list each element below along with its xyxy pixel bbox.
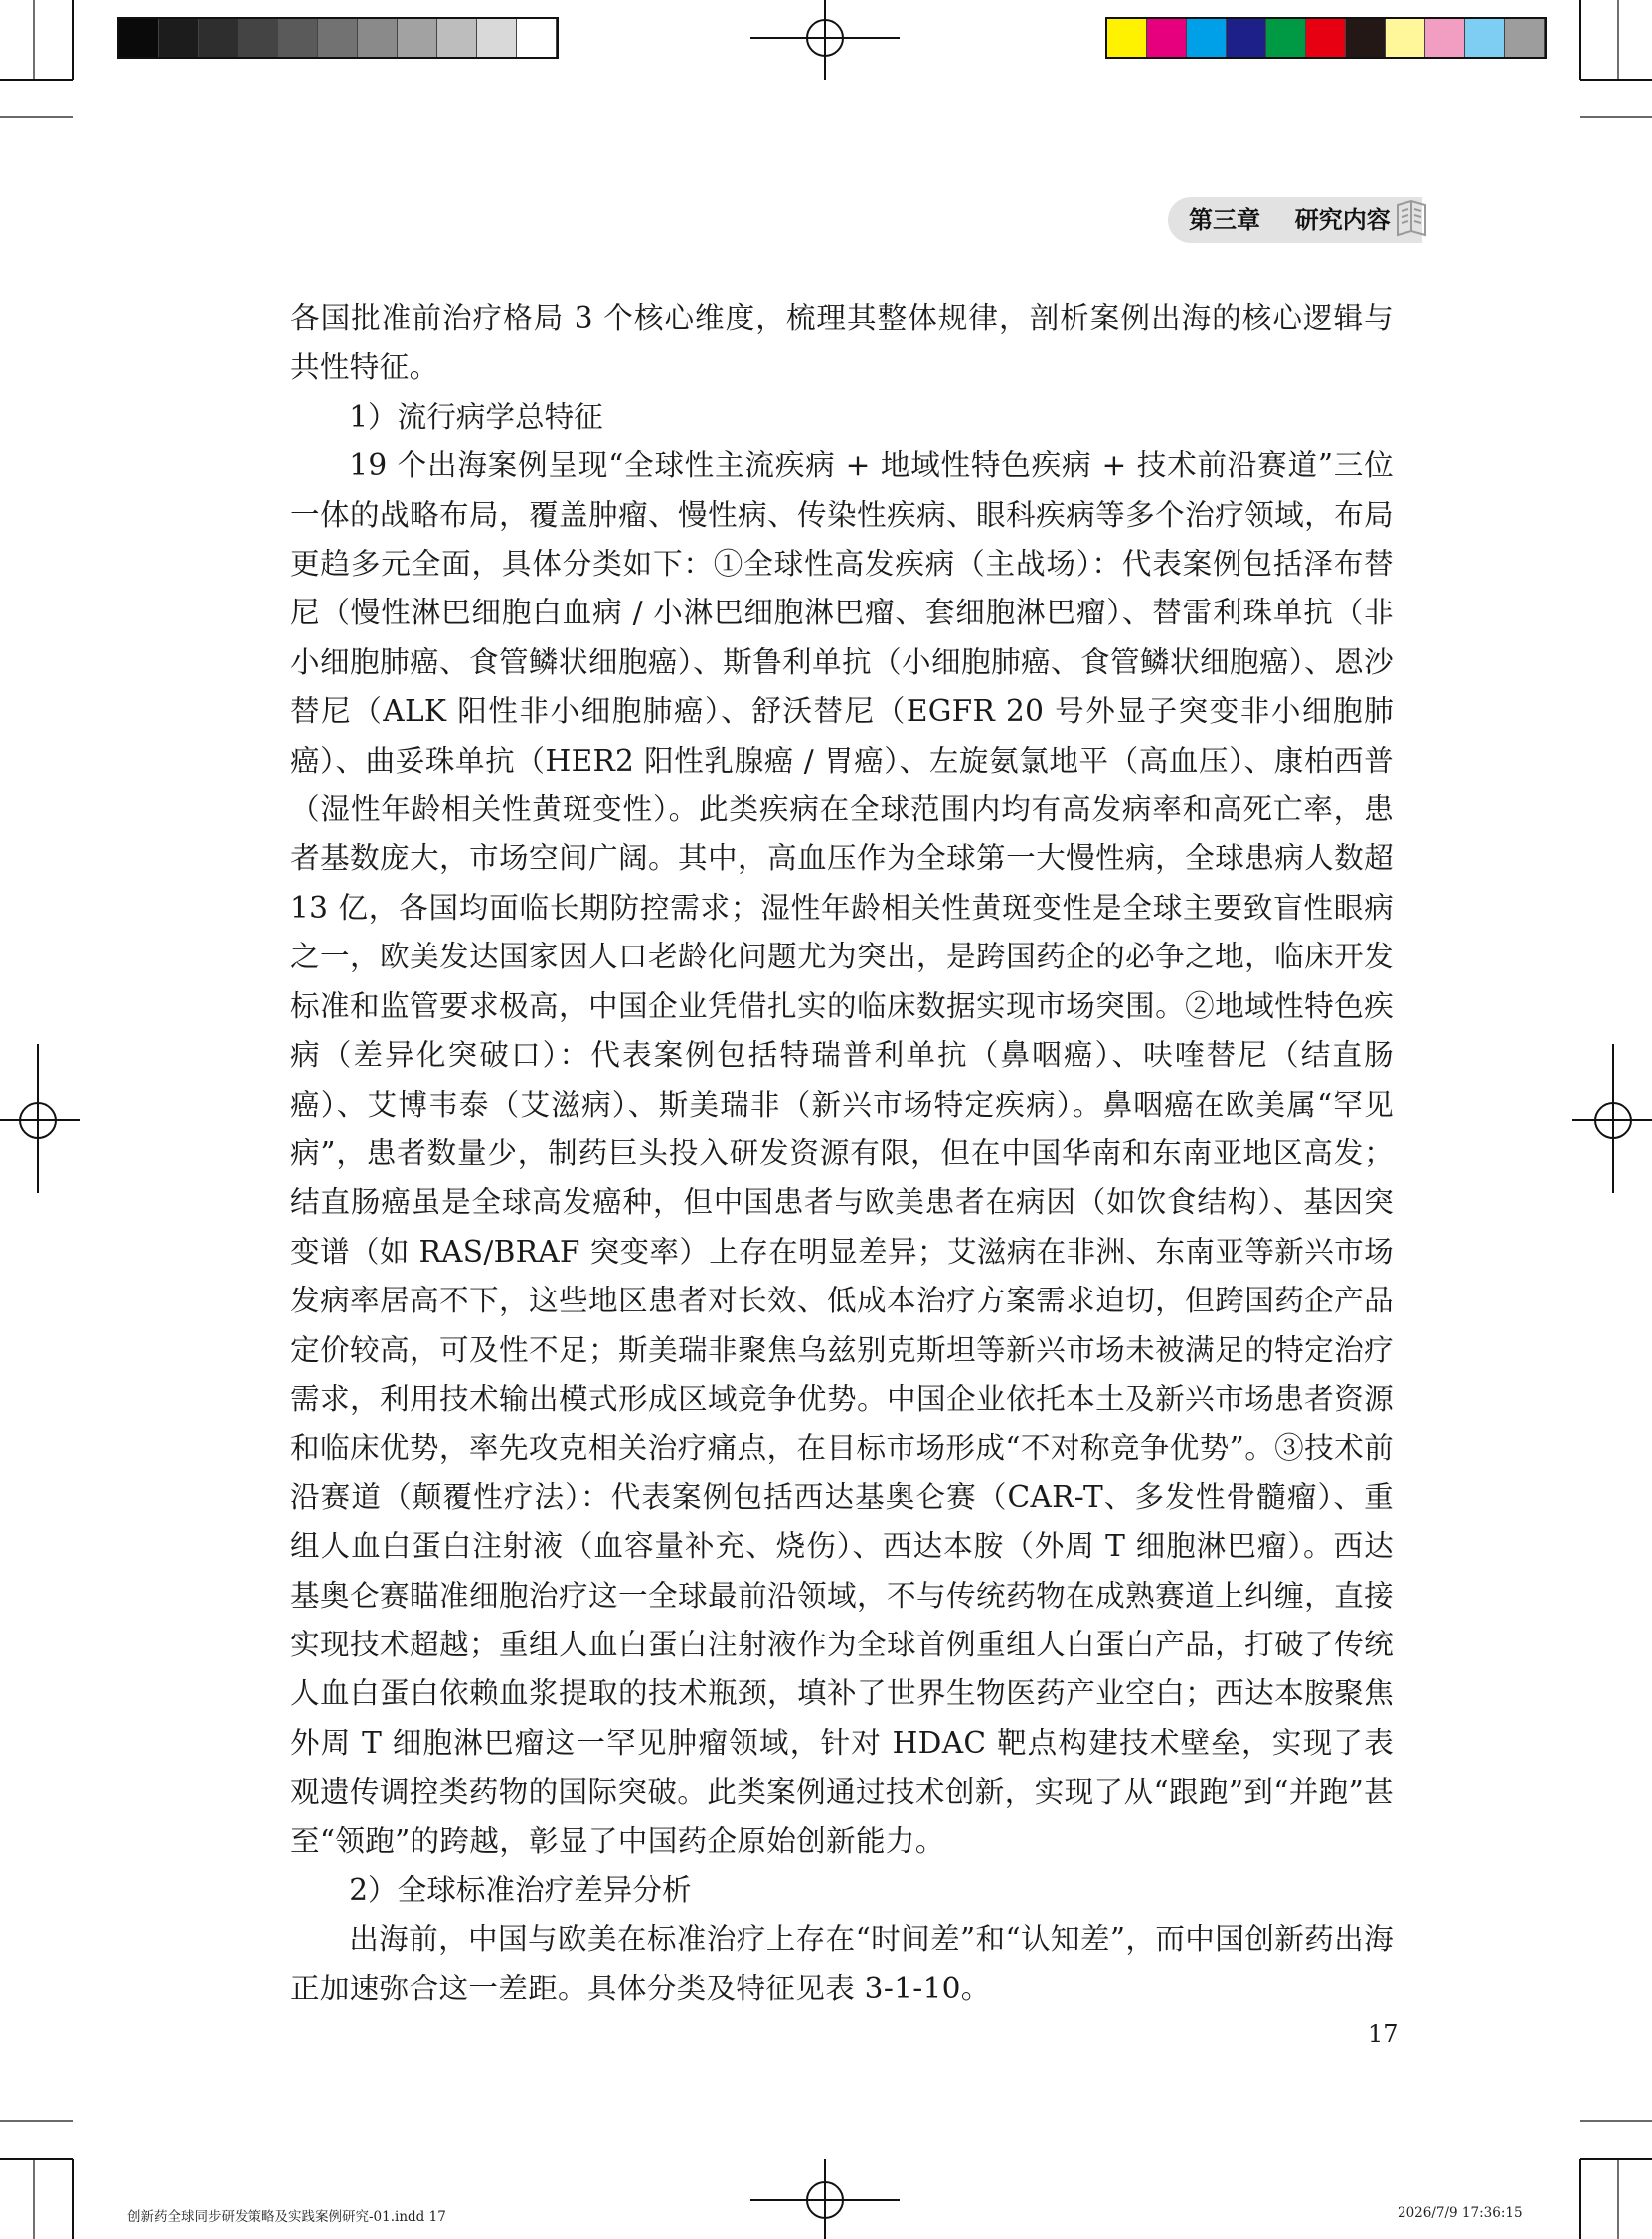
paragraph-epidemiology: 19 个出海案例呈现“全球性主流疾病 + 地域性特色疾病 + 技术前沿赛道”三位一体的战略布局，覆盖肿瘤、慢性病、传染性疾病、眼科疾病等多个治疗领域，布局更趋多元全面，具体分类如下：①全球性高发疾病（主战场）：代表案例包括泽布替尼（慢性淋巴细胞白血病 / 小淋巴细胞淋巴瘤、套细胞淋巴瘤）、替雷利珠单抗（非小细胞肺癌、食管鳞状细胞癌）、斯鲁利单抗（小细胞肺癌、食管鳞状细胞癌）、恩沙替尼（ALK 阳性非小细胞肺癌）、舒沃替尼（EGFR 20 号外显子突变非小细胞肺癌）、曲妥珠单抗（HER2 阳性乳腺癌 / 胃癌）、左旋氨氯地平（高血压）、康柏西普（湿性年龄相关性黄斑变性）。此类疾病在全球范围内均有高发病率和高死亡率，患者基数庞大，市场空间广阔。其中，高血压作为全球第一大慢性病，全球患病人数超 13 亿，各国均面临长期防控需求；湿性年龄相关性黄斑变性是全球主要致盲性眼病之一，欧美发达国家因人口老龄化问题尤为突出，是跨国药企的必争之地，临床开发标准和监管要求极高，中国企业凭借扎实的临床数据实现市场突围。②地域性特色疾病（差异化突破口）：代表案例包括特瑞普利单抗（鼻咽癌）、呋喹替尼（结直肠癌）、艾博韦泰（艾滋病）、斯美瑞非（新兴市场特定疾病）。鼻咽癌在欧美属“罕见病”，患者数量少，制药巨头投入研发资源有限，但在中国华南和东南亚地区高发；结直肠癌虽是全球高发癌种，但中国患者与欧美患者在病因（如饮食结构）、基因突变谱（如 RAS/BRAF 突变率）上存在明显差异；艾滋病在非洲、东南亚等新兴市场发病率居高不下，这些地区患者对长效、低成本治疗方案需求迫切，但跨国药企产品定价较高，可及性不足；斯美瑞非聚焦乌兹别克斯坦等新兴市场未被满足的特定治疗需求，利用技术输出模式形成区域竞争优势。中国企业依托本土及新兴市场患者资源和临床优势，率先攻克相关治疗痛点，在目标市场形成“不对称竞争优势”。③技术前沿赛道（颠覆性疗法）：代表案例包括西达基奥仑赛（CAR-T、多发性骨髓瘤）、重组人血白蛋白注射液（血容量补充、烧伤）、西达本胺（外周 T 细胞淋巴瘤）。西达基奥仑赛瞄准细胞治疗这一全球最前沿领域，不与传统药物在成熟赛道上纠缠，直接实现技术超越；重组人血白蛋白注射液作为全球首例重组人白蛋白产品，打破了传统人血白蛋白依赖血浆提取的技术瓶颈，填补了世界生物医药产业空白；西达本胺聚焦外周 T 细胞淋巴瘤这一罕见肿瘤领域，针对 HDAC 靶点构建技术壁垒，实现了表观遗传调控类药物的国际突破。此类案例通过技术创新，实现了从“跟跑”到“并跑”甚至“领跑”的跨越，彰显了中国药企原始创新能力。 [290, 448, 1394, 1858]
color-swatch [1266, 19, 1306, 57]
gray-swatch [199, 19, 239, 57]
body-text [290, 294, 1394, 2013]
book-icon [1395, 199, 1428, 239]
gray-swatch [278, 19, 318, 57]
heading-epidemiology: 1）流行病学总特征 [349, 399, 603, 433]
gray-swatch [318, 19, 358, 57]
slug-timestamp: 2026/7/9 17:36:15 [1398, 2205, 1523, 2221]
page-number: 17 [1368, 2020, 1399, 2048]
running-header [1189, 202, 1391, 238]
color-swatch [1505, 19, 1545, 57]
gray-swatch [358, 19, 398, 57]
color-calibration-bar [1105, 17, 1547, 59]
color-swatch [1107, 19, 1147, 57]
gray-swatch [159, 19, 199, 57]
section-label: 研究内容 [1294, 206, 1391, 234]
gray-swatch [119, 19, 159, 57]
gray-swatch [517, 19, 557, 57]
color-swatch [1425, 19, 1465, 57]
color-swatch [1147, 19, 1187, 57]
color-swatch [1227, 19, 1266, 57]
color-swatch [1386, 19, 1425, 57]
color-swatch [1306, 19, 1346, 57]
heading-standard-treatment: 2）全球标准治疗差异分析 [349, 1873, 692, 1907]
gray-swatch [239, 19, 278, 57]
slug-filename: 创新药全球同步研发策略及实践案例研究-01.indd 17 [127, 2209, 446, 2225]
chapter-label: 第三章 [1189, 206, 1260, 234]
color-swatch [1346, 19, 1386, 57]
grayscale-calibration-bar [117, 17, 559, 59]
paragraph-standard-treatment: 出海前，中国与欧美在标准治疗上存在“时间差”和“认知差”，而中国创新药出海正加速弥合这一差距。具体分类及特征见表 3-1-10。 [290, 1922, 1394, 2005]
gray-swatch [398, 19, 437, 57]
gray-swatch [477, 19, 517, 57]
color-swatch [1187, 19, 1227, 57]
paragraph-intro: 各国批准前治疗格局 3 个核心维度，梳理其整体规律，剖析案例出海的核心逻辑与共性特征。 [290, 301, 1394, 385]
color-swatch [1465, 19, 1505, 57]
gray-swatch [437, 19, 477, 57]
